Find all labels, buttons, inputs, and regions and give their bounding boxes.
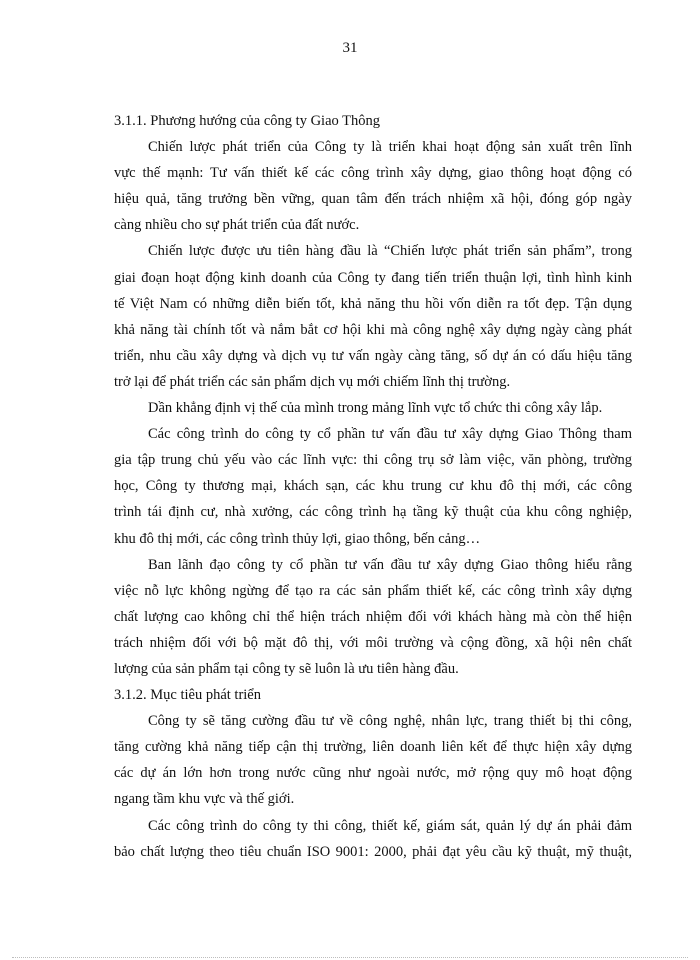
paragraph-line: ngang tầm khu vực và thế giới. bbox=[114, 791, 295, 808]
page-number: 31 bbox=[342, 40, 358, 56]
paragraph-line: Công ty sẽ tăng cường đầu tư về công nghệ, nhân lực, trang thiết bị thi công, bbox=[148, 713, 632, 730]
paragraph-line: trách nhiệm đối với bộ mặt đô thị, với môi trường và cộng đồng, xã hội nên chất bbox=[114, 634, 632, 651]
paragraph-line: tế Việt Nam có những diễn biến tốt, khả năng thu hồi vốn diễn ra tốt đẹp. Tận dụng bbox=[114, 295, 632, 312]
page-bottom-border bbox=[12, 957, 688, 958]
paragraph-line: bảo chất lượng theo tiêu chuẩn ISO 9001: 2000, phải đạt yêu cầu kỹ thuật, mỹ thuật, bbox=[114, 843, 632, 860]
paragraph-line: Chiến lược được ưu tiên hàng đầu là “Chiến lược phát triển sản phẩm”, trong bbox=[148, 243, 632, 260]
section-heading-3-1-2: 3.1.2. Mục tiêu phát triển bbox=[114, 687, 261, 704]
paragraph-line: Các công trình do công ty cổ phần tư vấn đầu tư xây dựng Giao Thông tham bbox=[148, 426, 632, 443]
paragraph-line: vực thế mạnh: Tư vấn thiết kế các công trình xây dựng, giao thông hoạt động có bbox=[114, 165, 632, 182]
paragraph-line: Ban lãnh đạo công ty cổ phần tư vấn đầu tư xây dựng Giao thông hiểu rằng bbox=[148, 556, 632, 573]
paragraph-line: Các công trình do công ty thi công, thiết kế, giám sát, quản lý dự án phải đảm bbox=[148, 817, 632, 834]
paragraph-line: việc nỗ lực không ngừng để tạo ra các sản phẩm thiết kế, các công trình xây dựng bbox=[114, 582, 632, 599]
paragraph-line: trình tái định cư, nhà xưởng, các công trình hạ tầng kỹ thuật của khu công nghiệp, bbox=[114, 504, 632, 521]
paragraph-line: chất lượng cao không chỉ thể hiện trách nhiệm đối với khách hàng mà còn thể hiện bbox=[114, 608, 632, 625]
paragraph-line: lượng của sản phẩm tại công ty sẽ luôn là ưu tiên hàng đầu. bbox=[114, 660, 459, 677]
section-heading-3-1-1: 3.1.1. Phương hướng của công ty Giao Thông bbox=[114, 113, 380, 129]
paragraph-line: khả năng tài chính tốt và nắm bắt cơ hội khi mà công nghệ xây dựng ngày càng phát bbox=[114, 321, 632, 338]
paragraph-line: Dần khẳng định vị thế của mình trong mảng lĩnh vực tổ chức thi công xây lắp. bbox=[148, 400, 603, 417]
body-text bbox=[114, 108, 632, 865]
paragraph-line: giai đoạn hoạt động kinh doanh của Công ty đang tiến triển thuận lợi, tình hình kinh bbox=[114, 269, 632, 286]
paragraph-line: trở lại để phát triển các sản phẩm dịch vụ mới chiếm lĩnh thị trường. bbox=[114, 373, 511, 390]
paragraph-line: các dự án lớn hơn trong nước cũng như ngoài nước, mở rộng quy mô hoạt động bbox=[114, 765, 632, 782]
paragraph-line: triển, nhu cầu xây dựng và dịch vụ tư vấn ngày càng tăng, số dự án có dấu hiệu tăng bbox=[114, 347, 632, 364]
paragraph-line: học, Công ty thương mại, khách sạn, các khu trung cư khu đô thị mới, các công bbox=[114, 478, 632, 495]
paragraph-line: Chiến lược phát triển của Công ty là triển khai hoạt động sản xuất trên lĩnh bbox=[148, 139, 632, 156]
paragraph-line: khu đô thị mới, các công trình thủy lợi, giao thông, bến cảng… bbox=[114, 530, 481, 547]
paragraph-line: càng nhiều cho sự phát triển của đất nước. bbox=[114, 217, 360, 234]
paragraph-line: hiệu quả, tăng trưởng bền vững, quan tâm đến trách nhiệm xã hội, đóng góp ngày bbox=[114, 191, 632, 208]
paragraph-line: gia tập trung chủ yếu vào các lĩnh vực: thi công trụ sở làm việc, văn phòng, trường bbox=[114, 452, 632, 469]
paragraph-line: tăng cường khả năng tiếp cận thị trường, liên doanh liên kết để thực hiện xây dựng bbox=[114, 739, 632, 756]
